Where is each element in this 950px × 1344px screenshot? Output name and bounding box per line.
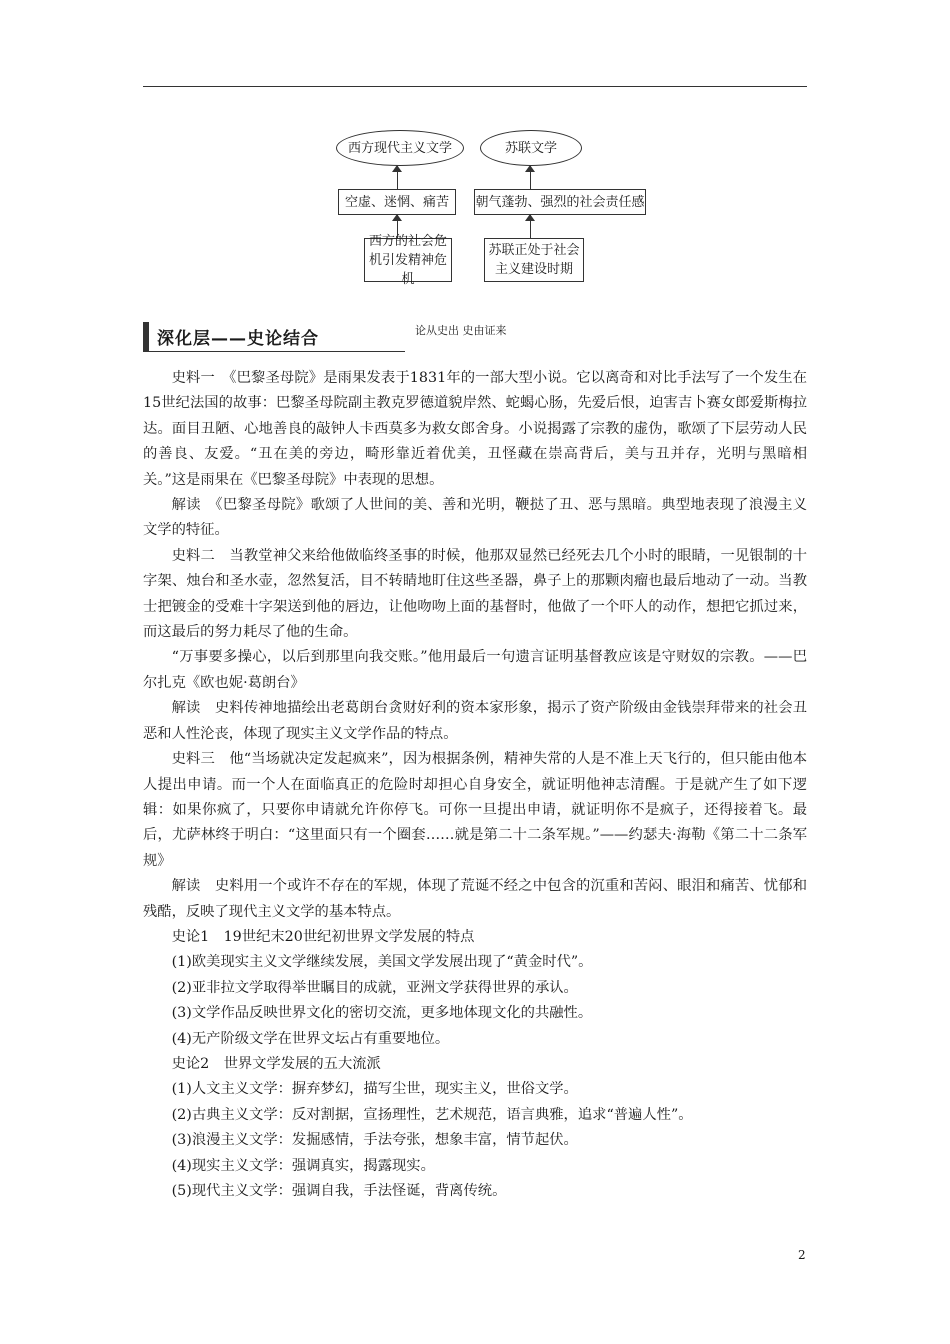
section-title: 深化层——史论结合: [157, 329, 319, 349]
paragraph-reading-1: 解读 《巴黎圣母院》歌颂了人世间的美、善和光明，鞭挞了丑、恶与黑暗。典型地表现了浪漫主义文学的特征。: [143, 497, 807, 539]
section-bar: [143, 322, 149, 351]
diagram-node-soviet-construction: 苏联正处于社会主义建设时期: [484, 238, 584, 282]
list-item: (3)文学作品反映世界文化的密切交流，更多地体现文化的共融性。: [171, 1005, 593, 1022]
paragraph-source-2: 史料二 当教堂神父来给他做临终圣事的时候，他那双显然已经死去几个小时的眼睛，一见银制的十字架、烛台和圣水壶，忽然复活，目不转睛地盯住这些圣器，鼻子上的那颗肉瘤也最后地动了一动。当教士把镀金的受难十字架送到他的唇边，让他吻吻上面的基督时，他做了一个吓人的动作，想把它抓过来，而这最后的努力耗尽了他的生命。: [143, 547, 807, 641]
concept-diagram: [0, 0, 950, 300]
list-item: (2)古典主义文学：反对割据，宣扬理性，艺术规范，语言典雅，追求“普遍人性”。: [171, 1106, 693, 1123]
section-header: [143, 322, 807, 352]
diagram-arrow: [530, 166, 531, 189]
list-item: (4)现实主义文学：强调真实，揭露现实。: [171, 1157, 435, 1174]
paragraph-source-1: 史料一 《巴黎圣母院》是雨果发表于1831年的一部大型小说。它以离奇和对比手法写了一个发生在15世纪法国的故事：巴黎圣母院副主教克罗德道貌岸然、蛇蝎心肠，先爱后恨，迫害吉卜赛女郎爱斯梅拉达。面目丑陋、心地善良的敲钟人卡西莫多为救女郎舍身。小说揭露了宗教的虚伪，歌颂了下层劳动人民的善良、友爱。“丑在美的旁边，畸形靠近着优美，丑怪藏在崇高背后，美与丑并存，光明与黑暗相关。”这是雨果在《巴黎圣母院》中表现的思想。: [143, 370, 807, 488]
section-underline: [143, 351, 405, 352]
paragraph-source-3: 史料三 他“当场就决定发起疯来”，因为根据条例，精神失常的人是不准上天飞行的，但只能由他本人提出申请。而一个人在面临真正的危险时却担心自身安全，就证明他神志清醒。于是就产生了如下逻辑：如果你疯了，只要你申请就允许你停飞。可你一旦提出申请，就证明你不是疯子，还得接着飞。最后，尤萨林终于明白：“这里面只有一个圈套……就是第二十二条军规。”——约瑟夫·海勒《第二十二条军规》: [143, 751, 807, 869]
diagram-arrow: [530, 215, 531, 238]
diagram-arrow: [397, 166, 398, 189]
section-subtitle: 论从史出 史由证来: [415, 324, 507, 337]
diagram-node-vigor: 朝气蓬勃、强烈的社会责任感: [474, 189, 646, 215]
diagram-node-emptiness: 空虚、迷惘、痛苦: [338, 189, 456, 215]
list-item: (1)欧美现实主义文学继续发展，美国文学发展出现了“黄金时代”。: [171, 954, 593, 971]
list-item: (4)无产阶级文学在世界文坛占有重要地位。: [171, 1030, 450, 1047]
body-text: [143, 366, 807, 1204]
paragraph-thesis-2: 史论2 世界文学发展的五大流派: [171, 1055, 381, 1072]
list-item: (5)现代主义文学：强调自我，手法怪诞，背离传统。: [171, 1183, 507, 1199]
paragraph-reading-2: 解读 史料传神地描绘出老葛朗台贪财好利的资本家形象，揭示了资产阶级由金钱崇拜带来的社会丑恶和人性沦丧，体现了现实主义文学作品的特点。: [143, 700, 807, 742]
paragraph-thesis-1: 史论1 19世纪末20世纪初世界文学发展的特点: [171, 928, 475, 945]
list-item: (2)亚非拉文学取得举世瞩目的成就，亚洲文学获得世界的承认。: [171, 979, 578, 996]
list-item: (3)浪漫主义文学：发掘感情，手法夸张，想象丰富，情节起伏。: [171, 1132, 578, 1149]
page-number: 2: [798, 1248, 806, 1262]
paragraph-source-2-quote: “万事要多操心，以后到那里向我交账。”他用最后一句遗言证明基督教应该是守财奴的宗教。——巴尔扎克《欧也妮·葛朗台》: [143, 649, 807, 691]
list-item: (1)人文主义文学：摒弃梦幻，描写尘世，现实主义，世俗文学。: [171, 1081, 578, 1098]
diagram-node-western-crisis: 西方的社会危机引发精神危机: [364, 238, 452, 282]
diagram-node-western-modernism: 西方现代主义文学: [336, 130, 464, 166]
diagram-arrow: [397, 215, 398, 238]
paragraph-reading-3: 解读 史料用一个或许不存在的军规，体现了荒诞不经之中包含的沉重和苦闷、眼泪和痛苦、忧郁和残酷，反映了现代主义文学的基本特点。: [143, 878, 807, 920]
diagram-node-soviet-literature: 苏联文学: [480, 130, 582, 166]
